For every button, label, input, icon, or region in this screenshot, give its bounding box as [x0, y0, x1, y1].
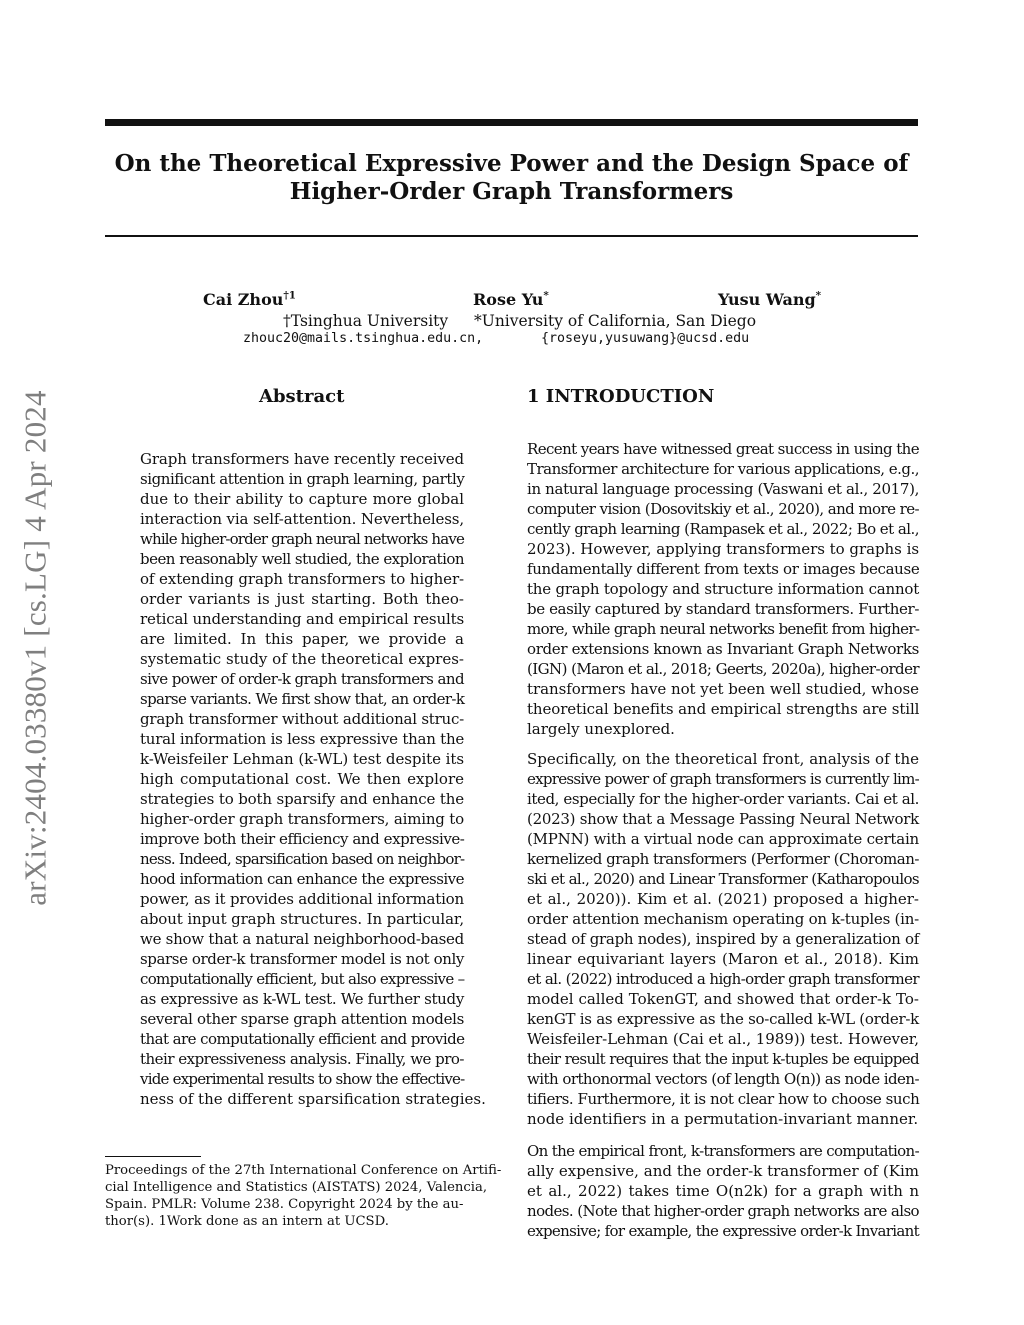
arxiv-stamp: [16, 362, 56, 934]
text-line: high computational cost. We then explore: [140, 770, 464, 788]
text-line: computer vision (Dosovitskiy et al., 2020), and more re-: [527, 500, 919, 518]
text-line: linear equivariant layers (Maron et al., 2018). Kim: [527, 950, 919, 968]
text-line: On the empirical front, k-transformers are computation-: [527, 1142, 919, 1160]
text-line: ally expensive, and the order-k transformer of (Kim: [527, 1162, 919, 1180]
text-line: stead of graph nodes), inspired by a generalization of: [527, 930, 920, 948]
text-line: Transformer architecture for various applications, e.g.,: [527, 460, 919, 478]
text-line: kernelized graph transformers (Performer (Choroman-: [527, 850, 919, 868]
author-name: Cai Zhou: [203, 290, 284, 309]
text-line: be easily captured by standard transformers. Further-: [527, 600, 919, 618]
text-line: (2023) show that a Message Passing Neural Network: [527, 810, 919, 828]
text-line: (MPNN) with a virtual node can approximate certain: [527, 830, 919, 848]
footnote-rule: [105, 1156, 201, 1157]
affiliation-tsinghua: †Tsinghua University: [283, 312, 449, 330]
text-line: improve both their efficiency and expressive-: [140, 830, 465, 848]
text-line: graph transformer without additional struc-: [140, 710, 464, 728]
introduction-heading: 1 INTRODUCTION: [527, 386, 715, 407]
text-line: retical understanding and empirical results: [140, 610, 464, 628]
text-line: order attention mechanism operating on k-tuples (in-: [527, 910, 919, 928]
author-2: [473, 290, 549, 309]
text-line: in natural language processing (Vaswani et al., 2017),: [527, 480, 919, 498]
text-line: ited, especially for the higher-order variants. Cai et al.: [527, 790, 919, 808]
text-line: while higher-order graph neural networks have: [140, 530, 464, 548]
top-rule: [105, 119, 918, 126]
text-line: largely unexplored.: [527, 720, 675, 738]
text-line: kenGT is as expressive as the so-called k-WL (order-k: [527, 1010, 919, 1028]
text-line: expensive; for example, the expressive order-k Invariant: [527, 1222, 919, 1240]
text-line: model called TokenGT, and showed that order-k To-: [527, 990, 919, 1008]
text-line: cently graph learning (Rampasek et al., 2022; Bo et al.,: [527, 520, 919, 538]
footnote: [105, 1162, 503, 1230]
footnote-line: Proceedings of the 27th International Conference on Artifi-: [105, 1163, 502, 1178]
text-line: order variants is just starting. Both theo-: [140, 590, 464, 608]
title-line-2: Higher-Order Graph Transformers: [289, 178, 734, 205]
abstract-body: [140, 449, 486, 1109]
text-line: nodes. (Note that higher-order graph networks are also: [527, 1202, 919, 1220]
title-rule: [105, 235, 918, 237]
text-line: et al., 2020)). Kim et al. (2021) proposed a higher-: [527, 890, 919, 908]
footnote-line: thor(s). 1Work done as an intern at UCSD.: [105, 1214, 389, 1229]
text-line: sparse order-k transformer model is not only: [140, 950, 464, 968]
text-line: ness. Indeed, sparsification based on neighbor-: [140, 850, 465, 868]
text-line: Specifically, on the theoretical front, analysis of the: [527, 750, 919, 768]
text-line: 2023). However, applying transformers to graphs is: [527, 540, 919, 558]
text-line: sive power of order-k graph transformers and: [140, 670, 464, 688]
text-line: ski et al., 2020) and Linear Transformer (Katharopoulos: [527, 870, 919, 888]
text-line: transformers have not yet been well studied, whose: [527, 680, 919, 698]
email-second: {roseyu,yusuwang}@ucsd.edu: [541, 331, 750, 346]
text-line: as expressive as k-WL test. We further study: [140, 990, 464, 1008]
text-line: their expressiveness analysis. Finally, we pro-: [140, 1050, 464, 1068]
text-line: computationally efficient, but also expressive –: [140, 970, 465, 988]
text-line: with orthonormal vectors (of length O(n)) as node iden-: [527, 1070, 919, 1088]
abstract-heading: Abstract: [259, 386, 345, 407]
text-line: strategies to both sparsify and enhance the: [140, 790, 464, 808]
text-line: that are computationally efficient and provide: [140, 1030, 465, 1048]
text-line: vide experimental results to show the effective-: [140, 1070, 465, 1088]
text-line: fundamentally different from texts or images because: [527, 560, 920, 578]
text-line: been reasonably well studied, the exploration: [140, 550, 464, 568]
author-mark: *: [815, 289, 822, 302]
text-line: significant attention in graph learning, partly: [140, 470, 465, 488]
author-name: Yusu Wang: [718, 290, 816, 309]
text-line: we show that a natural neighborhood-based: [140, 930, 464, 948]
text-line: et al., 2022) takes time O(n2k) for a graph with n: [527, 1182, 919, 1200]
footnote-line: Spain. PMLR: Volume 238. Copyright 2024 by the au-: [105, 1197, 464, 1212]
text-line: about input graph structures. In particular,: [140, 910, 464, 928]
intro-paragraph-3: [527, 1141, 919, 1241]
text-line: systematic study of the theoretical expres-: [140, 650, 464, 668]
text-line: expressive power of graph transformers is currently lim-: [527, 770, 919, 788]
footnote-line: cial Intelligence and Statistics (AISTATS) 2024, Valencia,: [105, 1180, 488, 1195]
text-line: sparse variants. We first show that, an order-k: [140, 690, 465, 708]
text-line: higher-order graph transformers, aiming to: [140, 810, 464, 828]
text-line: ness of the different sparsification strategies.: [140, 1090, 486, 1108]
text-line: Graph transformers have recently received: [140, 450, 464, 468]
paper-title: [105, 150, 918, 206]
author-3: [718, 290, 821, 309]
text-line: due to their ability to capture more global: [140, 490, 464, 508]
text-line: several other sparse graph attention models: [140, 1010, 464, 1028]
text-line: more, while graph neural networks benefit from higher-: [527, 620, 920, 638]
text-line: interaction via self-attention. Nevertheless,: [140, 510, 464, 528]
title-line-1: On the Theoretical Expressive Power and the Design Space of: [114, 150, 909, 177]
email-first: zhouc20@mails.tsinghua.edu.cn,: [243, 331, 484, 346]
intro-paragraph-2: [527, 749, 919, 1129]
text-line: Weisfeiler-Lehman (Cai et al., 1989)) test. However,: [527, 1030, 919, 1048]
text-line: theoretical benefits and empirical strengths are still: [527, 700, 920, 718]
author-1: [203, 290, 296, 309]
text-line: (IGN) (Maron et al., 2018; Geerts, 2020a), higher-order: [527, 660, 919, 678]
text-line: et al. (2022) introduced a high-order graph transformer: [527, 970, 919, 988]
text-line: their result requires that the input k-tuples be equipped: [527, 1050, 919, 1068]
text-line: tifiers. Furthermore, it is not clear how to choose such: [527, 1090, 920, 1108]
text-line: k-Weisfeiler Lehman (k-WL) test despite its: [140, 750, 464, 768]
affiliation-ucsd: *University of California, San Diego: [474, 312, 757, 330]
text-line: power, as it provides additional information: [140, 890, 464, 908]
arxiv-stamp-text: arXiv:2404.03380v1 [cs.LG] 4 Apr 2024: [18, 390, 54, 906]
text-line: order extensions known as Invariant Graph Networks: [527, 640, 920, 658]
intro-paragraph-1: [527, 439, 919, 739]
text-line: hood information can enhance the expressive: [140, 870, 464, 888]
text-line: tural information is less expressive than the: [140, 730, 464, 748]
author-mark: †1: [283, 289, 297, 302]
author-mark: *: [543, 289, 549, 302]
text-line: node identifiers in a permutation-invariant manner.: [527, 1110, 919, 1128]
text-line: are limited. In this paper, we provide a: [140, 630, 464, 648]
text-line: the graph topology and structure information cannot: [527, 580, 919, 598]
text-line: of extending graph transformers to higher-: [140, 570, 464, 588]
text-line: Recent years have witnessed great success in using the: [527, 440, 919, 458]
author-name: Rose Yu: [473, 290, 544, 309]
